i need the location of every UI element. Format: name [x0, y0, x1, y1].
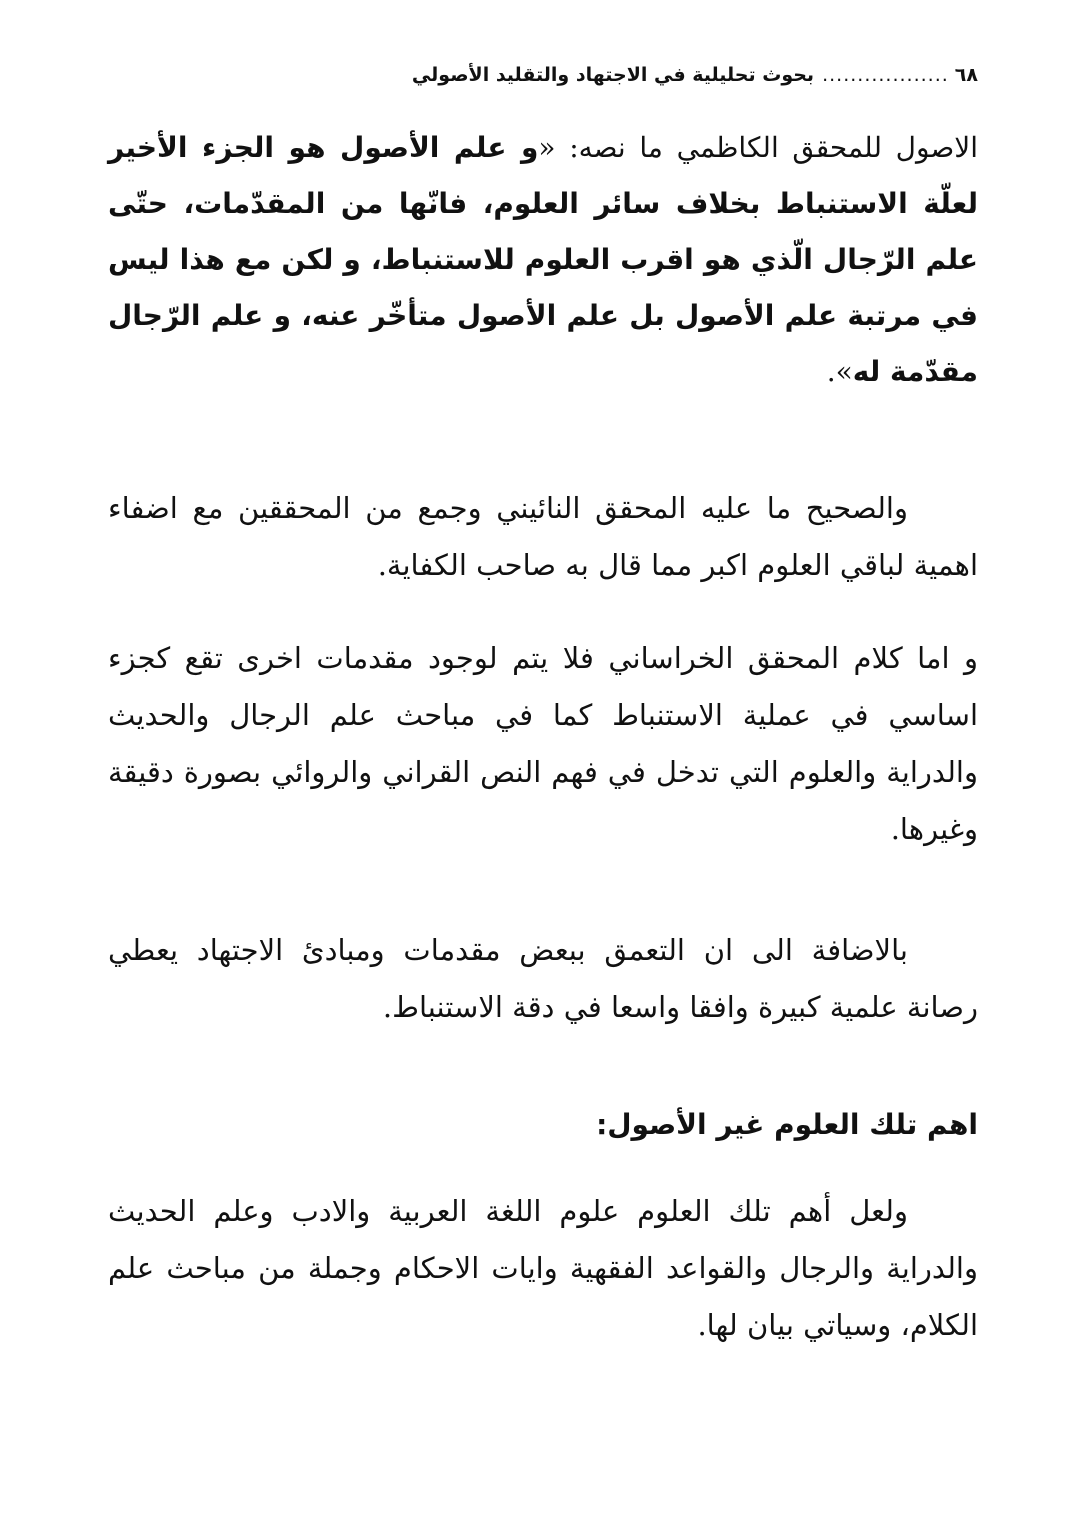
header-leader-dots: ..................	[822, 64, 949, 86]
quote-text: و علم الأصول هو الجزء الأخير لعلّة الاستنباط بخلاف سائر العلوم، فانّها من المقدّمات، حتّى علم الرّجال الّذي هو اقرب العلوم للاستنباط، و لكن مع هذا ليس في مرتبة علم الأصول بل علم الأصول متأخّر عنه، و علم الرّجال مقدّمة له	[108, 131, 978, 388]
paragraph-ijtihad-depth: بالاضافة الى ان التعمق ببعض مقدمات ومبادئ الاجتهاد يعطي رصانة علمية كبيرة وافقا واسعا في دقة الاستنباط.	[108, 933, 978, 1024]
running-header	[108, 58, 978, 92]
section-heading: اهم تلك العلوم غير الأصول:	[596, 1108, 978, 1141]
page-number: ٦٨	[954, 64, 978, 86]
book-title: بحوث تحليلية في الاجتهاد والتقليد الأصولي	[411, 64, 815, 86]
paragraph-important-sciences: ولعل أهم تلك العلوم علوم اللغة العربية والادب وعلم الحديث والدراية والرجال والقواعد الفقهية وايات الاحكام وجملة من مباحث علم الكلام، وسياتي بيان لها.	[108, 1194, 978, 1342]
quote-closing-mark: ».	[826, 355, 853, 388]
paragraph-khorasani-discussion: و اما كلام المحقق الخراساني فلا يتم لوجود مقدمات اخرى تقع كجزء اساسي في عملية الاستنباط كما في مباحث علم الرجال والحديث والدراية والعلوم التي تدخل في فهم النص القراني والروائي بصورة دقيقة وغيرها.	[108, 641, 978, 846]
paragraph-correct-opinion: والصحيح ما عليه المحقق النائيني وجمع من المحققين مع اضفاء اهمية لباقي العلوم اكبر مما قال به صاحب الكفاية.	[108, 491, 978, 582]
quote-lead-text: الاصول للمحقق الكاظمي ما نصه: «	[538, 131, 978, 164]
quoted-passage-paragraph	[108, 120, 978, 400]
